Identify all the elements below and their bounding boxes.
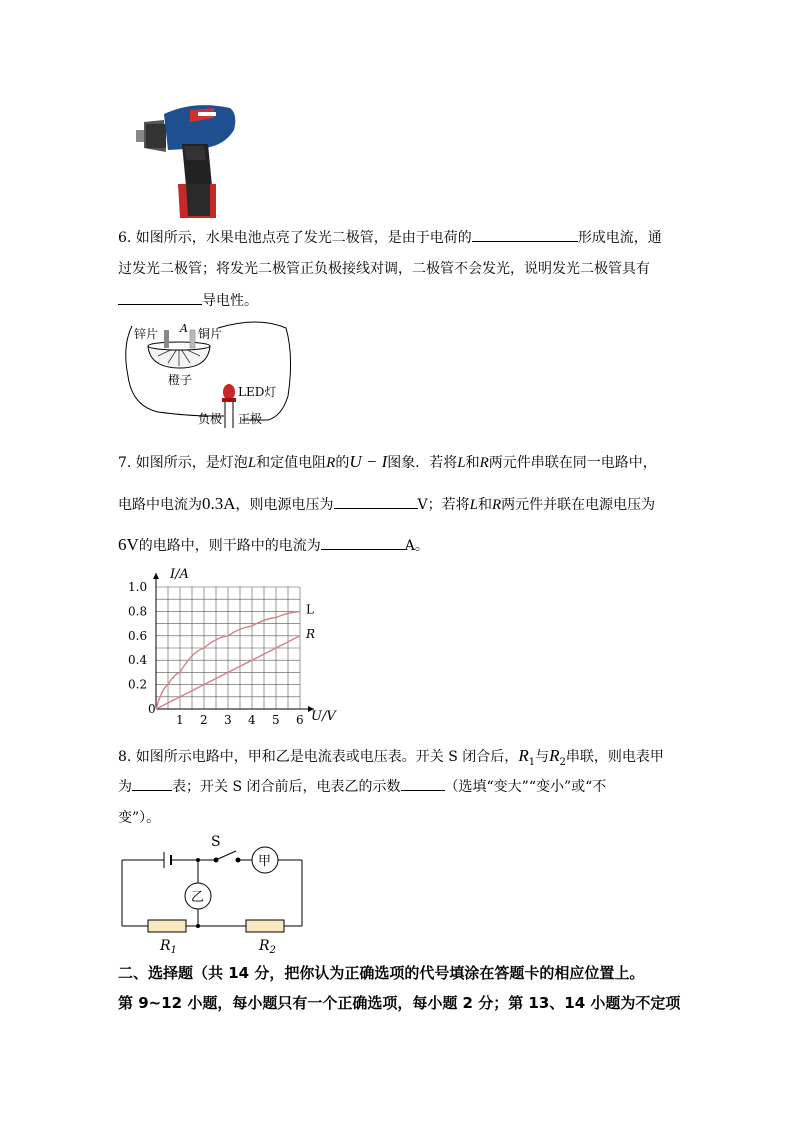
label-copper: 铜片 xyxy=(198,327,223,341)
label-positive: 正极 xyxy=(238,412,263,426)
r1-label: $R_1$ xyxy=(160,938,177,956)
y-tick-label: 0.6 xyxy=(128,628,148,643)
fruit-battery-figure xyxy=(118,316,298,434)
series-R-label: R xyxy=(306,626,316,641)
q6-line3: 导电性。 xyxy=(118,291,258,311)
q6-blank2[interactable] xyxy=(118,291,202,305)
x-tick-label: 4 xyxy=(248,713,256,726)
y-tick-label: 0.2 xyxy=(128,677,148,692)
y-tick-label: 0.4 xyxy=(128,653,148,668)
q7-line1: 7. 如图所示，是灯泡L和定值电阻R的U − I图象．若将L和R两元件串联在同一电路中， xyxy=(118,452,657,471)
label-led: LED灯 xyxy=(238,385,277,399)
meter-jia-label: 甲 xyxy=(258,854,272,869)
q8-line3: 变”）。 xyxy=(118,810,161,826)
x-tick-label: 6 xyxy=(296,713,304,726)
y-tick-label: 0.8 xyxy=(128,604,148,619)
label-negative: 负极 xyxy=(198,412,223,426)
u-i-chart xyxy=(128,566,354,726)
x-tick-label: 3 xyxy=(224,713,232,726)
q6-line1: 6. 如图所示，水果电池点亮了发光二极管，是由于电荷的 形成电流，通 xyxy=(118,230,662,246)
led-icon xyxy=(223,384,235,400)
meter-yi-label: 乙 xyxy=(191,890,205,905)
label-zinc: 锌片 xyxy=(134,327,159,341)
switch-label: S xyxy=(211,834,221,850)
q8-line1: 8. 如图所示电路中，甲和乙是电流表或电压表。开关 S 闭合后，$R_1$与$R_2$串联，则电表甲 xyxy=(118,746,664,768)
origin-label: 0 xyxy=(148,702,156,716)
x-tick-label: 1 xyxy=(176,713,184,726)
chart-axes xyxy=(153,573,314,712)
x-tick-label: 2 xyxy=(200,713,208,726)
drill-image xyxy=(134,100,244,222)
label-orange: 橙子 xyxy=(168,373,193,387)
section2-line2: 第 9~12 小题，每小题只有一个正确选项，每小题 2 分；第 13、14 小题为不定项 xyxy=(118,994,681,1012)
series-L-label: L xyxy=(306,602,314,617)
q6-blank1[interactable] xyxy=(472,228,578,242)
label-A: A xyxy=(180,322,188,335)
q7-line3: 6V的电路中，则干路中的电流为 A。 xyxy=(118,535,429,554)
y-axis-label: I/A xyxy=(170,567,189,582)
y-tick-label: 1.0 xyxy=(128,580,148,594)
chart-grid xyxy=(156,587,300,709)
q7-blank2[interactable] xyxy=(321,536,405,550)
x-tick-label: 5 xyxy=(272,713,280,726)
section2-line1: 二、选择题（共 14 分，把你认为正确选项的代号填涂在答题卡的相应位置上。 xyxy=(118,964,645,982)
q7-blank1[interactable] xyxy=(334,495,418,509)
q7-line2: 电路中电流为0.3A，则电源电压为 V；若将L和R两元件并联在电源电压为 xyxy=(118,494,656,513)
q6-line2: 过发光二极管；将发光二极管正负极接线对调，二极管不会发光，说明发光二极管具有 xyxy=(118,261,650,277)
q8-blank2[interactable] xyxy=(401,777,445,791)
y-axis-arrow xyxy=(153,573,159,579)
circuit-figure xyxy=(118,834,308,956)
x-axis-label: U/V xyxy=(311,709,336,724)
r2-label: $R_2$ xyxy=(259,938,276,956)
q8-blank1[interactable] xyxy=(132,777,172,791)
q8-line2: 为 表；开关 S 闭合前后，电表乙的示数 （选填“变大”“变小”或“不 xyxy=(118,779,607,795)
